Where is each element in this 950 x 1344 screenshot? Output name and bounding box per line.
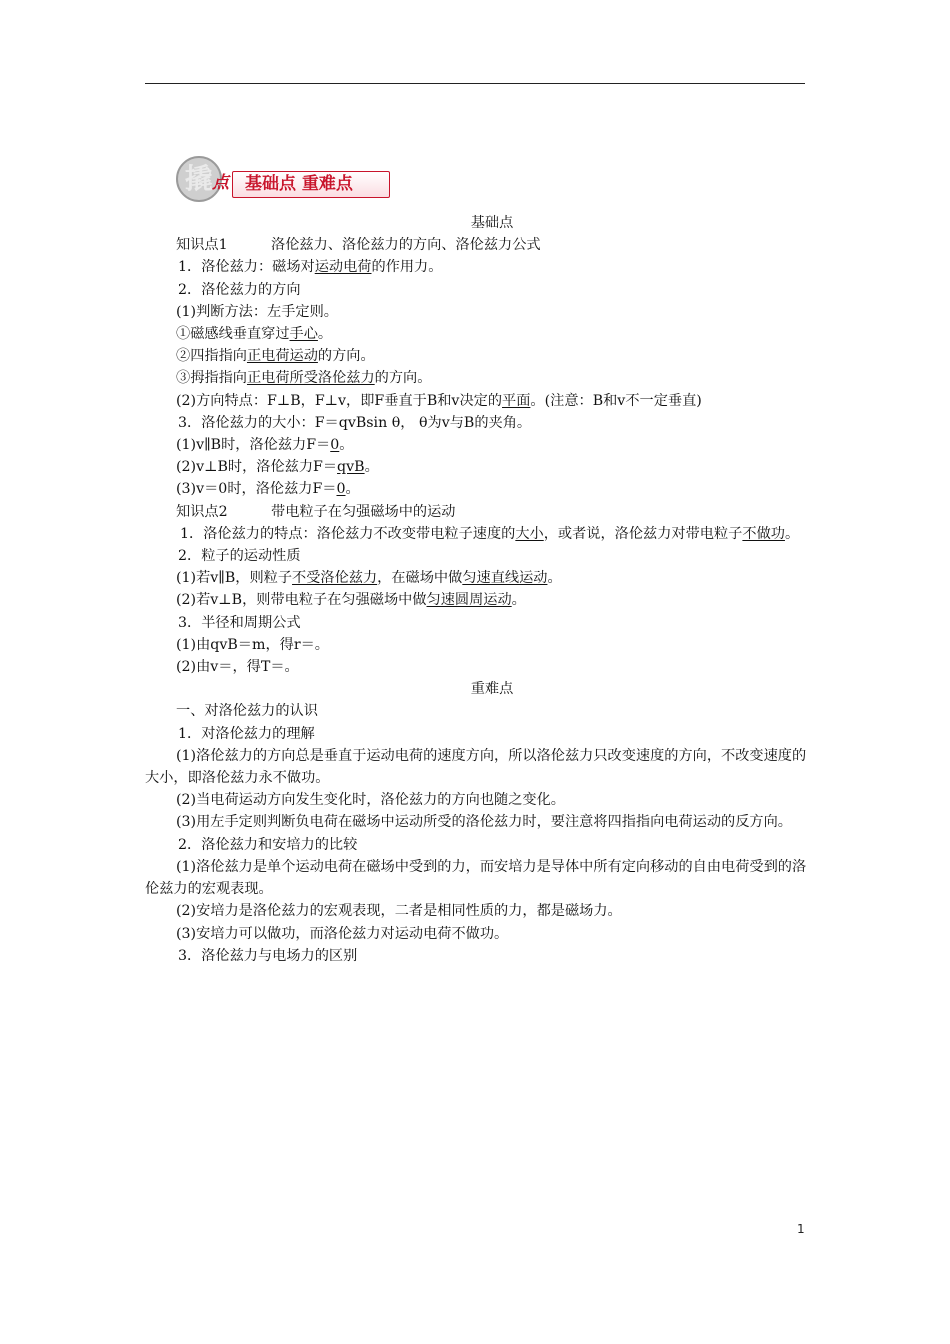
text: ，或者说，洛伦兹力对带电粒子 (543, 525, 743, 542)
underlined-answer: 0 (330, 437, 340, 454)
paragraph: 3．洛伦兹力与电场力的区别 (178, 947, 358, 964)
paragraph: (1)洛伦兹力是单个运动电荷在磁场中受到的力，而安培力是导体中所有定向移动的自由电荷受到的洛伦兹力的宏观表现。 (145, 858, 807, 898)
paragraph (176, 434, 808, 456)
paragraph: (1)洛伦兹力的方向总是垂直于运动电荷的速度方向，所以洛伦兹力只改变速度的方向，不改变速度的大小，即洛伦兹力永不做功。 (145, 747, 807, 787)
text: 。 (547, 570, 562, 587)
badge-dian-char: 点 (212, 173, 229, 193)
section-heading-hard: 重难点 (470, 681, 514, 698)
paragraph: (2)安培力是洛伦兹力的宏观表现，二者是相同性质的力，都是磁场力。 (176, 903, 622, 920)
paragraph: (2)由v＝，得T＝。 (176, 659, 299, 676)
text: ③拇指指向 (176, 370, 247, 387)
badge-title: 基础点 重难点 (232, 171, 390, 198)
text: 的方向。 (374, 370, 432, 387)
underlined-answer: 匀速圆周运动 (426, 592, 512, 609)
paragraph (176, 323, 808, 345)
text: 1．洛伦兹力的特点：洛伦兹力不改变带电粒子速度的 (180, 525, 516, 542)
kp-title: 洛伦兹力、洛伦兹力的方向、洛伦兹力公式 (271, 237, 541, 254)
underlined-answer: 0 (336, 481, 346, 498)
text: 。 (345, 481, 360, 498)
underlined-answer: 不做功 (742, 525, 785, 542)
underlined-answer: 匀速直线运动 (462, 570, 548, 587)
text: 1．洛伦兹力：磁场对 (178, 259, 315, 276)
paragraph: 2．洛伦兹力的方向 (178, 281, 301, 298)
page-number: 1 (797, 1222, 805, 1236)
paragraph: (1)判断方法：左手定则。 (176, 303, 338, 320)
paragraph: (2)当电荷运动方向发生变化时，洛伦兹力的方向也随之变化。 (176, 792, 565, 809)
text: ①磁感线垂直穿过 (176, 326, 290, 343)
underlined-answer: 正电荷运动 (246, 348, 318, 365)
text: ②四指指向 (176, 348, 247, 365)
kp-number: 知识点2 (176, 503, 228, 520)
underlined-answer: qvB (337, 459, 365, 476)
underlined-answer: 不受洛伦兹力 (292, 570, 378, 587)
text: (2)若v⊥B，则带电粒子在匀强磁场中做 (176, 592, 427, 609)
underlined-answer: 平面 (502, 392, 531, 409)
paragraph: 1．对洛伦兹力的理解 (178, 725, 315, 742)
text: 。 (364, 459, 379, 476)
paragraph: 2．粒子的运动性质 (178, 548, 301, 565)
paragraph: 一、对洛伦兹力的认识 (176, 703, 318, 720)
paragraph: 2．洛伦兹力和安培力的比较 (178, 836, 358, 853)
paragraph (176, 345, 808, 367)
knowledge-point-2-heading (176, 501, 808, 523)
paragraph (176, 456, 808, 478)
badge-circle-logo: 撬 (176, 156, 222, 202)
text: 的方向。 (317, 348, 375, 365)
underlined-answer: 正电荷所受洛伦兹力 (246, 370, 375, 387)
underlined-answer: 大小 (515, 525, 544, 542)
text: (2)方向特点：F⊥B，F⊥v，即F垂直于B和v决定的 (176, 392, 503, 409)
paragraph: 3．洛伦兹力的大小：F＝qvBsin θ， θ为v与B的夹角。 (178, 414, 532, 431)
paragraph: 3．半径和周期公式 (178, 614, 301, 631)
section-badge (176, 156, 392, 202)
paragraph (176, 567, 808, 589)
text: (1)若v∥B，则粒子 (176, 570, 293, 587)
section-heading-basic: 基础点 (470, 215, 514, 231)
paragraph: (1)由qvB＝m，得r＝。 (176, 636, 329, 653)
underlined-answer: 运动电荷 (314, 259, 372, 276)
paragraph (176, 256, 808, 278)
paragraph (176, 589, 808, 611)
kp-number: 知识点1 (176, 237, 228, 254)
text: 。 (339, 437, 354, 454)
kp-title: 带电粒子在匀强磁场中的运动 (271, 503, 456, 520)
text: 。 (317, 326, 333, 343)
paragraph: (3)安培力可以做功，而洛伦兹力对运动电荷不做功。 (176, 925, 509, 942)
knowledge-point-1-heading (176, 234, 808, 256)
text: 。 (511, 592, 526, 609)
text: ，在磁场中做 (377, 570, 463, 587)
text: (3)v＝0时，洛伦兹力F＝ (176, 481, 337, 498)
underlined-answer: 手心 (289, 326, 318, 343)
document-body (145, 212, 808, 967)
text: 。(注意：B和v不一定垂直) (530, 392, 702, 409)
paragraph: (3)用左手定则判断负电荷在磁场中运动所受的洛伦兹力时，要注意将四指指向电荷运动的反方向。 (176, 814, 792, 831)
paragraph (145, 523, 808, 545)
paragraph (176, 390, 808, 412)
text: 的作用力。 (371, 259, 443, 276)
text: (1)v∥B时，洛伦兹力F＝ (176, 437, 331, 454)
text: (2)v⊥B时，洛伦兹力F＝ (176, 459, 338, 476)
header-rule (145, 83, 805, 84)
paragraph (176, 367, 808, 389)
paragraph (176, 478, 808, 500)
text: 。 (784, 525, 800, 542)
